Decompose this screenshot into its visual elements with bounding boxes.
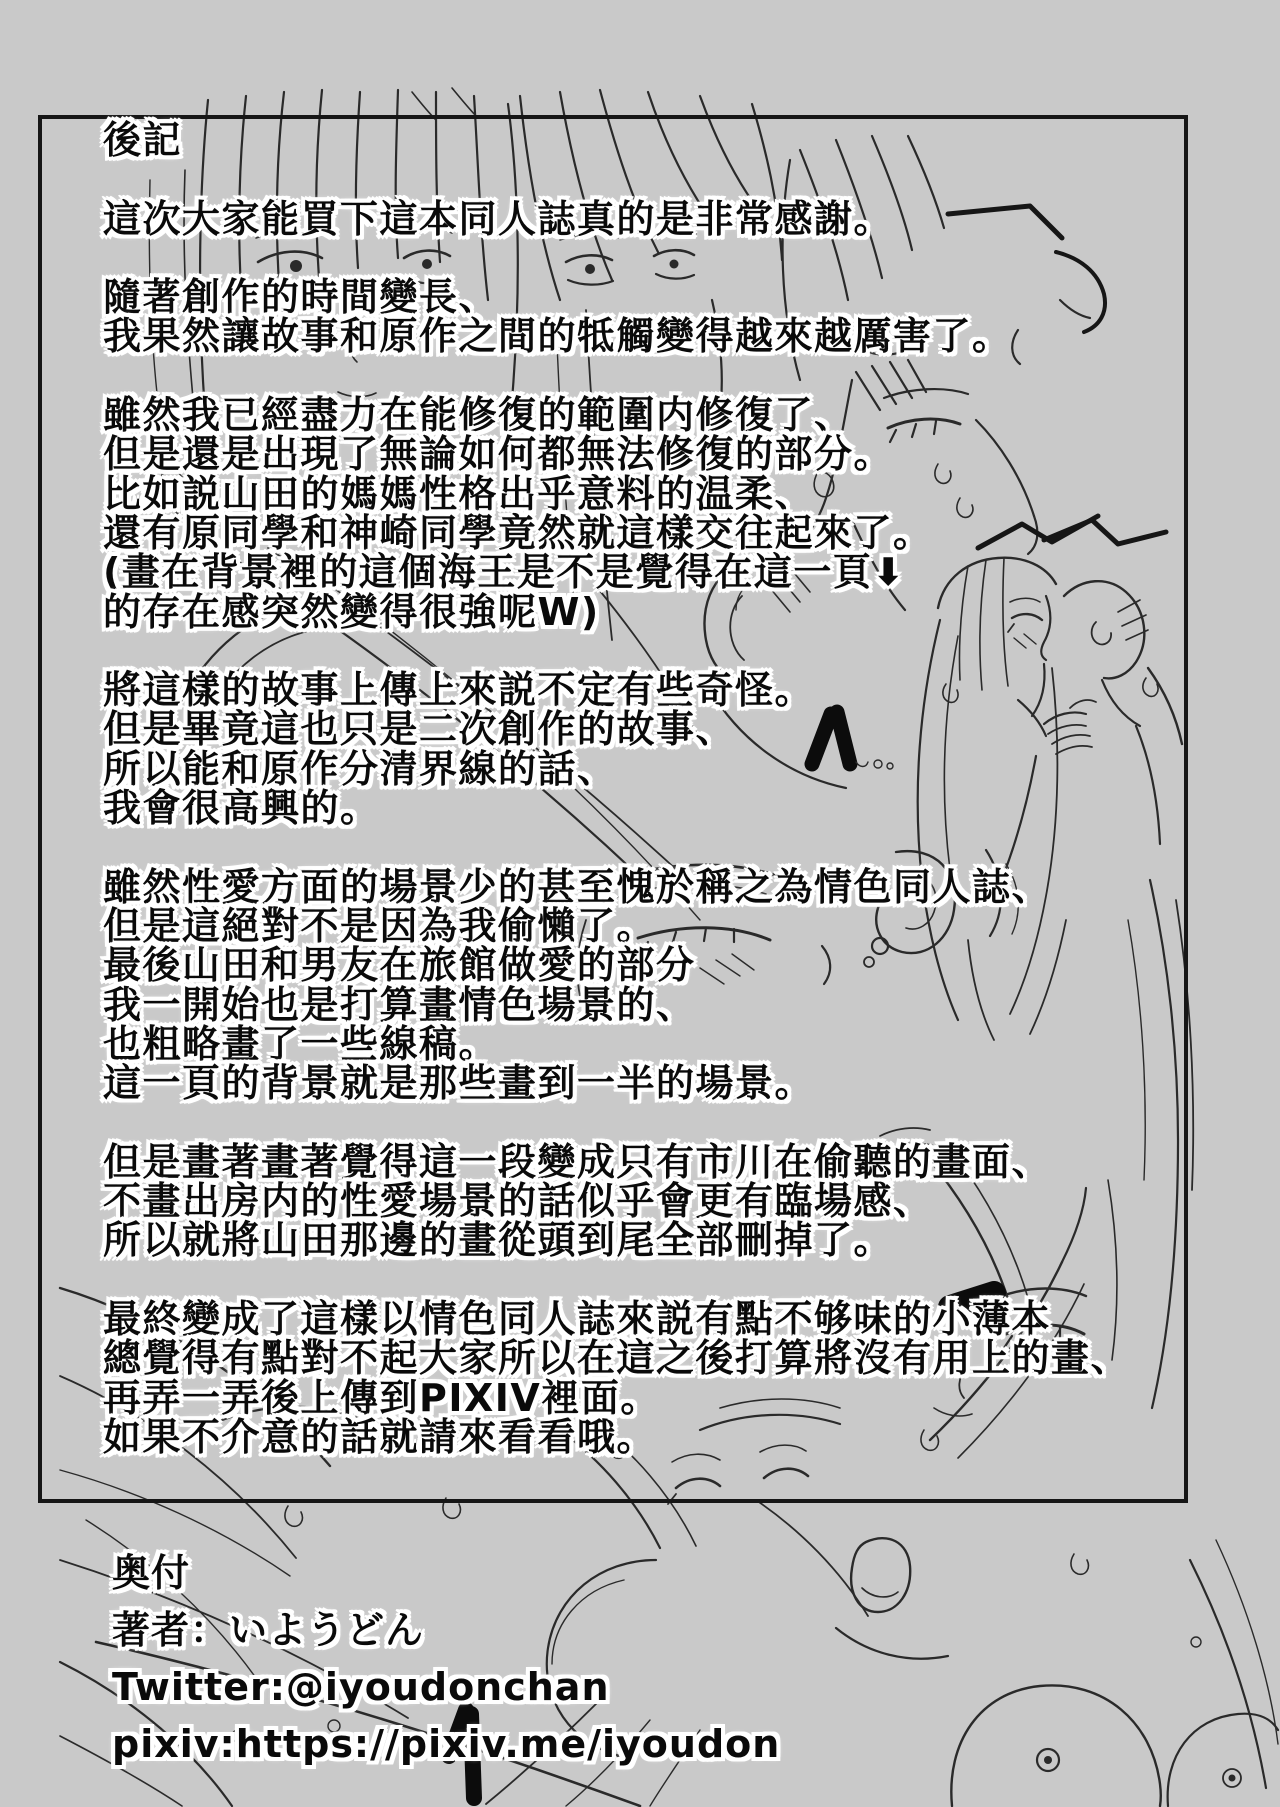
afterword-line: 我果然讓故事和原作之間的牴觸變得越來越厲害了。 <box>103 314 1012 359</box>
afterword-text-block <box>103 118 1188 1459</box>
afterword-line: 還有原同學和神崎同學竟然就這樣交往起來了。 <box>103 510 933 555</box>
afterword-line: 總覺得有點對不起大家所以在這之後打算將沒有用上的畫、 <box>103 1336 1131 1381</box>
afterword-line <box>103 357 1188 396</box>
afterword-line: 所以就將山田那邊的畫從頭到尾全部刪掉了。 <box>103 1218 894 1263</box>
afterword-line: 但是還是出現了無論如何都無法修復的部分。 <box>103 432 894 477</box>
colophon-heading: 奥付 <box>112 1551 191 1595</box>
afterword-line: 這一頁的背景就是那些畫到一半的場景。 <box>103 1061 815 1106</box>
afterword-line: 這次大家能買下這本同人誌真的是非常感謝。 <box>103 196 894 241</box>
afterword-line: 隨著創作的時間變長、 <box>103 275 499 320</box>
afterword-line: 再弄一弄後上傳到PIXIV裡面。 <box>103 1375 660 1420</box>
afterword-line: 但是這絕對不是因為我偷懶了。 <box>103 903 657 948</box>
afterword-line: 如果不介意的話就請來看看哦。 <box>103 1414 657 1459</box>
afterword-line: 我會很高興的。 <box>103 786 380 831</box>
afterword-line: 我一開始也是打算畫情色場景的、 <box>103 982 696 1027</box>
afterword-heading: 後記 <box>103 118 183 162</box>
afterword-line <box>103 828 1188 867</box>
colophon-line: pixiv:https://pixiv.me/iyoudon <box>112 1722 781 1766</box>
afterword-line: 將這樣的故事上傳上來説不定有些奇怪。 <box>103 668 815 713</box>
afterword-line: 所以能和原作分清界線的話、 <box>103 746 617 791</box>
afterword-line: 雖然我已經盡力在能修復的範圍内修復了、 <box>103 393 854 438</box>
colophon-line: 著者：いようどん <box>112 1608 425 1652</box>
colophon-block <box>112 1545 780 1773</box>
afterword-line: (畫在背景裡的這個海王是不是覺得在這一頁⬇ <box>103 550 906 595</box>
afterword-line: 但是畫著畫著覺得這一段變成只有市川在偷聽的畫面、 <box>103 1139 1052 1184</box>
afterword-line <box>103 160 1188 199</box>
afterword-line <box>103 1103 1188 1142</box>
afterword-line <box>103 632 1188 671</box>
afterword-line: 最終變成了這樣以情色同人誌來説有點不够味的小薄本 <box>103 1296 1052 1341</box>
afterword-line: 比如説山田的媽媽性格出乎意料的温柔、 <box>103 471 815 516</box>
afterword-line <box>103 239 1188 278</box>
afterword-line: 不畫出房内的性愛場景的話似乎會更有臨場感、 <box>103 1179 933 1224</box>
afterword-line <box>103 1261 1188 1300</box>
afterword-line: 最後山田和男友在旅館做愛的部分 <box>103 943 696 988</box>
afterword-line: 的存在感突然變得很強呢W) <box>103 589 600 634</box>
afterword-line: 雖然性愛方面的場景少的甚至愧於稱之為情色同人誌、 <box>103 864 1052 909</box>
afterword-line: 但是畢竟這也只是二次創作的故事、 <box>103 707 736 752</box>
afterword-line: 也粗略畫了一些線稿。 <box>103 1021 499 1066</box>
colophon-line: Twitter:@iyoudonchan <box>112 1665 610 1709</box>
